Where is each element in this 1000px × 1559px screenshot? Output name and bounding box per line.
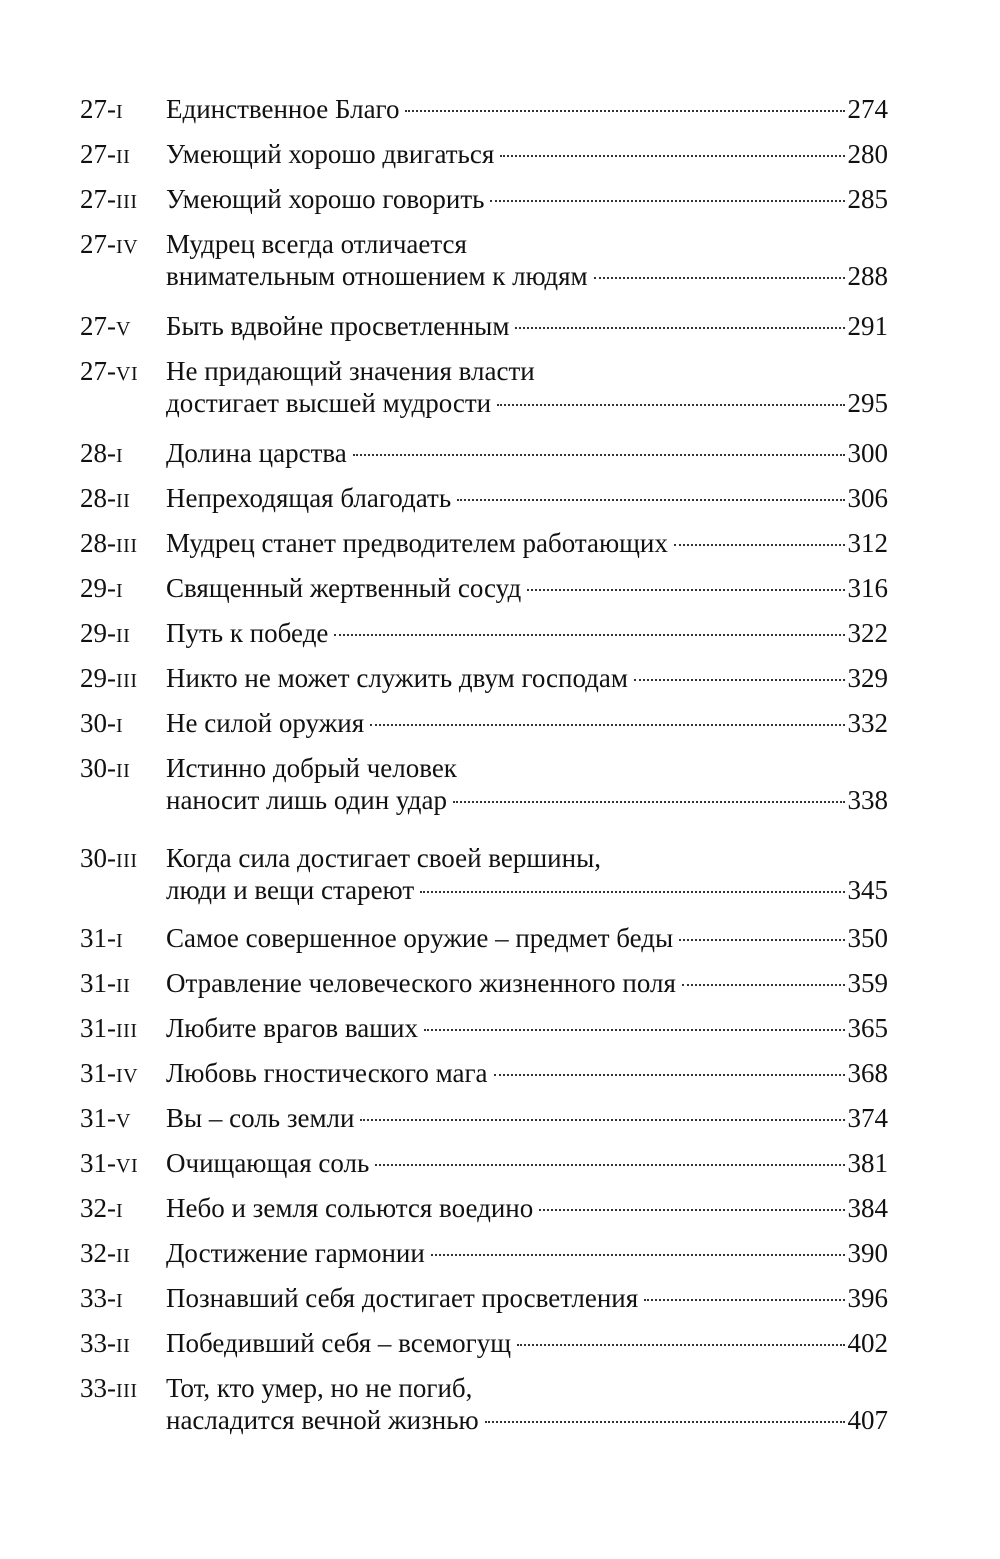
chapter-number: 29-II <box>80 618 131 648</box>
dot-leader <box>457 499 844 501</box>
entry-title-line: Умеющий хорошо говорить <box>166 184 485 214</box>
page-number: 291 <box>847 311 888 341</box>
chapter-number: 31-VI <box>80 1148 139 1178</box>
chapter-number: 31-III <box>80 1013 138 1043</box>
section-roman: I <box>116 101 124 123</box>
dot-leader <box>679 939 844 941</box>
entry-title-line: Истинно добрый человек <box>166 753 457 783</box>
chapter-num: 32 <box>80 1193 107 1223</box>
page-number: 332 <box>847 708 888 738</box>
entry-title-line: Быть вдвойне просветленным <box>166 311 510 341</box>
chapter-number: 27-III <box>80 184 138 214</box>
chapter-num: 33 <box>80 1328 107 1358</box>
chapter-num: 29 <box>80 573 107 603</box>
chapter-number: 33-II <box>80 1328 131 1358</box>
chapter-num: 31 <box>80 1103 107 1133</box>
entry-title-line: Очищающая соль <box>166 1148 370 1178</box>
page-number: 390 <box>847 1238 888 1268</box>
entry-title-line: Вы – соль земли <box>166 1103 355 1133</box>
section-roman: IV <box>116 1065 139 1087</box>
chapter-num: 29 <box>80 663 107 693</box>
entry-title-line: насладится вечной жизнью <box>166 1405 479 1435</box>
entry-title-line: Непреходящая благодать <box>166 483 452 513</box>
chapter-num: 27 <box>80 356 107 386</box>
chapter-num: 33 <box>80 1373 107 1403</box>
dot-leader <box>424 1029 845 1031</box>
chapter-num: 29 <box>80 618 107 648</box>
page-number: 396 <box>847 1283 888 1313</box>
entry-title-line: Мудрец всегда отличается <box>166 229 467 259</box>
dot-leader <box>494 1074 845 1076</box>
page-number: 285 <box>847 184 888 214</box>
dot-leader <box>644 1299 844 1301</box>
dot-leader <box>634 679 845 681</box>
chapter-number: 30-I <box>80 708 124 738</box>
chapter-number: 31-IV <box>80 1058 139 1088</box>
chapter-num: 28 <box>80 528 107 558</box>
entry-title-line: Победивший себя – всемогущ <box>166 1328 512 1358</box>
chapter-number: 31-II <box>80 968 131 998</box>
dot-leader <box>453 801 845 803</box>
chapter-num: 30 <box>80 843 107 873</box>
dot-leader <box>594 277 845 279</box>
section-roman: III <box>116 1380 138 1402</box>
chapter-num: 27 <box>80 229 107 259</box>
section-roman: II <box>116 1245 131 1267</box>
chapter-number: 29-III <box>80 663 138 693</box>
chapter-number: 27-II <box>80 139 131 169</box>
dot-leader <box>360 1119 844 1121</box>
section-roman: II <box>116 625 131 647</box>
dot-leader <box>539 1209 844 1211</box>
entry-title-line: Мудрец станет предводителем работающих <box>166 528 668 558</box>
section-roman: II <box>116 490 131 512</box>
section-roman: III <box>116 670 138 692</box>
entry-title-line: Познавший себя достигает просветления <box>166 1283 639 1313</box>
chapter-number: 32-I <box>80 1193 124 1223</box>
entry-title-line: Небо и земля сольются воедино <box>166 1193 534 1223</box>
dot-leader <box>490 200 844 202</box>
chapter-num: 27 <box>80 311 107 341</box>
section-roman: I <box>116 1290 124 1312</box>
chapter-num: 27 <box>80 184 107 214</box>
section-roman: IV <box>116 236 139 258</box>
chapter-num: 31 <box>80 1058 107 1088</box>
chapter-num: 27 <box>80 139 107 169</box>
dot-leader <box>485 1421 845 1423</box>
section-roman: II <box>116 1335 131 1357</box>
dot-leader <box>375 1164 844 1166</box>
page-number: 329 <box>847 663 888 693</box>
dot-leader <box>353 454 845 456</box>
section-roman: II <box>116 975 131 997</box>
entry-title-line: Умеющий хорошо двигаться <box>166 139 495 169</box>
section-roman: III <box>116 1020 138 1042</box>
section-roman: I <box>116 445 124 467</box>
section-roman: I <box>116 930 124 952</box>
entry-title-line: Не придающий значения власти <box>166 356 535 386</box>
dot-leader <box>515 327 844 329</box>
page-number: 288 <box>847 261 888 291</box>
dot-leader <box>420 891 844 893</box>
chapter-number: 33-I <box>80 1283 124 1313</box>
section-roman: II <box>116 760 131 782</box>
page-number: 402 <box>847 1328 888 1358</box>
page-number: 300 <box>847 438 888 468</box>
entry-title-line: Путь к победе <box>166 618 329 648</box>
chapter-num: 30 <box>80 708 107 738</box>
page-number: 365 <box>847 1013 888 1043</box>
chapter-number: 28-III <box>80 528 138 558</box>
section-roman: V <box>116 318 131 340</box>
chapter-number: 27-VI <box>80 356 139 386</box>
chapter-number: 27-I <box>80 94 124 124</box>
page-number: 274 <box>847 94 888 124</box>
chapter-number: 32-II <box>80 1238 131 1268</box>
chapter-number: 31-V <box>80 1103 131 1133</box>
entry-title-line: Никто не может служить двум господам <box>166 663 628 693</box>
chapter-number: 33-III <box>80 1373 138 1403</box>
page-number: 374 <box>847 1103 888 1133</box>
page-number: 312 <box>847 528 888 558</box>
chapter-num: 31 <box>80 923 107 953</box>
section-roman: I <box>116 1200 124 1222</box>
entry-title-line: Достижение гармонии <box>166 1238 425 1268</box>
entry-title-line: достигает высшей мудрости <box>166 388 492 418</box>
page-number: 322 <box>847 618 888 648</box>
chapter-num: 32 <box>80 1238 107 1268</box>
dot-leader <box>431 1254 845 1256</box>
dot-leader <box>405 110 844 112</box>
dot-leader <box>527 589 844 591</box>
entry-title-line: Любите врагов ваших <box>166 1013 418 1043</box>
section-roman: III <box>116 850 138 872</box>
page-number: 368 <box>847 1058 888 1088</box>
chapter-number: 31-I <box>80 923 124 953</box>
page-number: 384 <box>847 1193 888 1223</box>
page-number: 381 <box>847 1148 888 1178</box>
chapter-number: 30-III <box>80 843 138 873</box>
dot-leader <box>674 544 845 546</box>
entry-title-line: Когда сила достигает своей вершины, <box>166 843 601 873</box>
entry-title-line: Тот, кто умер, но не погиб, <box>166 1373 473 1403</box>
entry-title-line: наносит лишь один удар <box>166 785 447 815</box>
section-roman: VI <box>116 1155 139 1177</box>
section-roman: II <box>116 146 131 168</box>
entry-title-line: Единственное Благо <box>166 94 400 124</box>
entry-title-line: Священный жертвенный сосуд <box>166 573 522 603</box>
entry-title-line: Отравление человеческого жизненного поля <box>166 968 676 998</box>
entry-title-line: Не силой оружия <box>166 708 365 738</box>
chapter-num: 28 <box>80 483 107 513</box>
chapter-num: 31 <box>80 1148 107 1178</box>
chapter-number: 28-II <box>80 483 131 513</box>
entry-title-line: Самое совершенное оружие – предмет беды <box>166 923 674 953</box>
dot-leader <box>517 1344 844 1346</box>
chapter-num: 31 <box>80 1013 107 1043</box>
section-roman: V <box>116 1110 131 1132</box>
page-number: 295 <box>847 388 888 418</box>
entry-title-line: Любовь гностического мага <box>166 1058 488 1088</box>
chapter-number: 27-V <box>80 311 131 341</box>
entry-title-line: внимательным отношением к людям <box>166 261 588 291</box>
chapter-num: 33 <box>80 1283 107 1313</box>
chapter-number: 28-I <box>80 438 124 468</box>
chapter-number: 27-IV <box>80 229 139 259</box>
dot-leader <box>497 404 844 406</box>
dot-leader <box>334 634 844 636</box>
entry-title-line: Долина царства <box>166 438 347 468</box>
page-number: 407 <box>847 1405 888 1435</box>
chapter-num: 31 <box>80 968 107 998</box>
section-roman: III <box>116 191 138 213</box>
page-number: 316 <box>847 573 888 603</box>
chapter-num: 30 <box>80 753 107 783</box>
page-number: 359 <box>847 968 888 998</box>
page-number: 280 <box>847 139 888 169</box>
page-number: 306 <box>847 483 888 513</box>
section-roman: I <box>116 715 124 737</box>
entry-title-line: люди и вещи стареют <box>166 875 415 905</box>
section-roman: I <box>116 580 124 602</box>
chapter-num: 27 <box>80 94 107 124</box>
dot-leader <box>500 155 844 157</box>
dot-leader <box>682 984 845 986</box>
page-number: 345 <box>847 875 888 905</box>
section-roman: III <box>116 535 138 557</box>
section-roman: VI <box>116 363 139 385</box>
page-number: 350 <box>847 923 888 953</box>
dot-leader <box>370 724 844 726</box>
chapter-number: 30-II <box>80 753 131 783</box>
chapter-number: 29-I <box>80 573 124 603</box>
page-number: 338 <box>847 785 888 815</box>
chapter-num: 28 <box>80 438 107 468</box>
